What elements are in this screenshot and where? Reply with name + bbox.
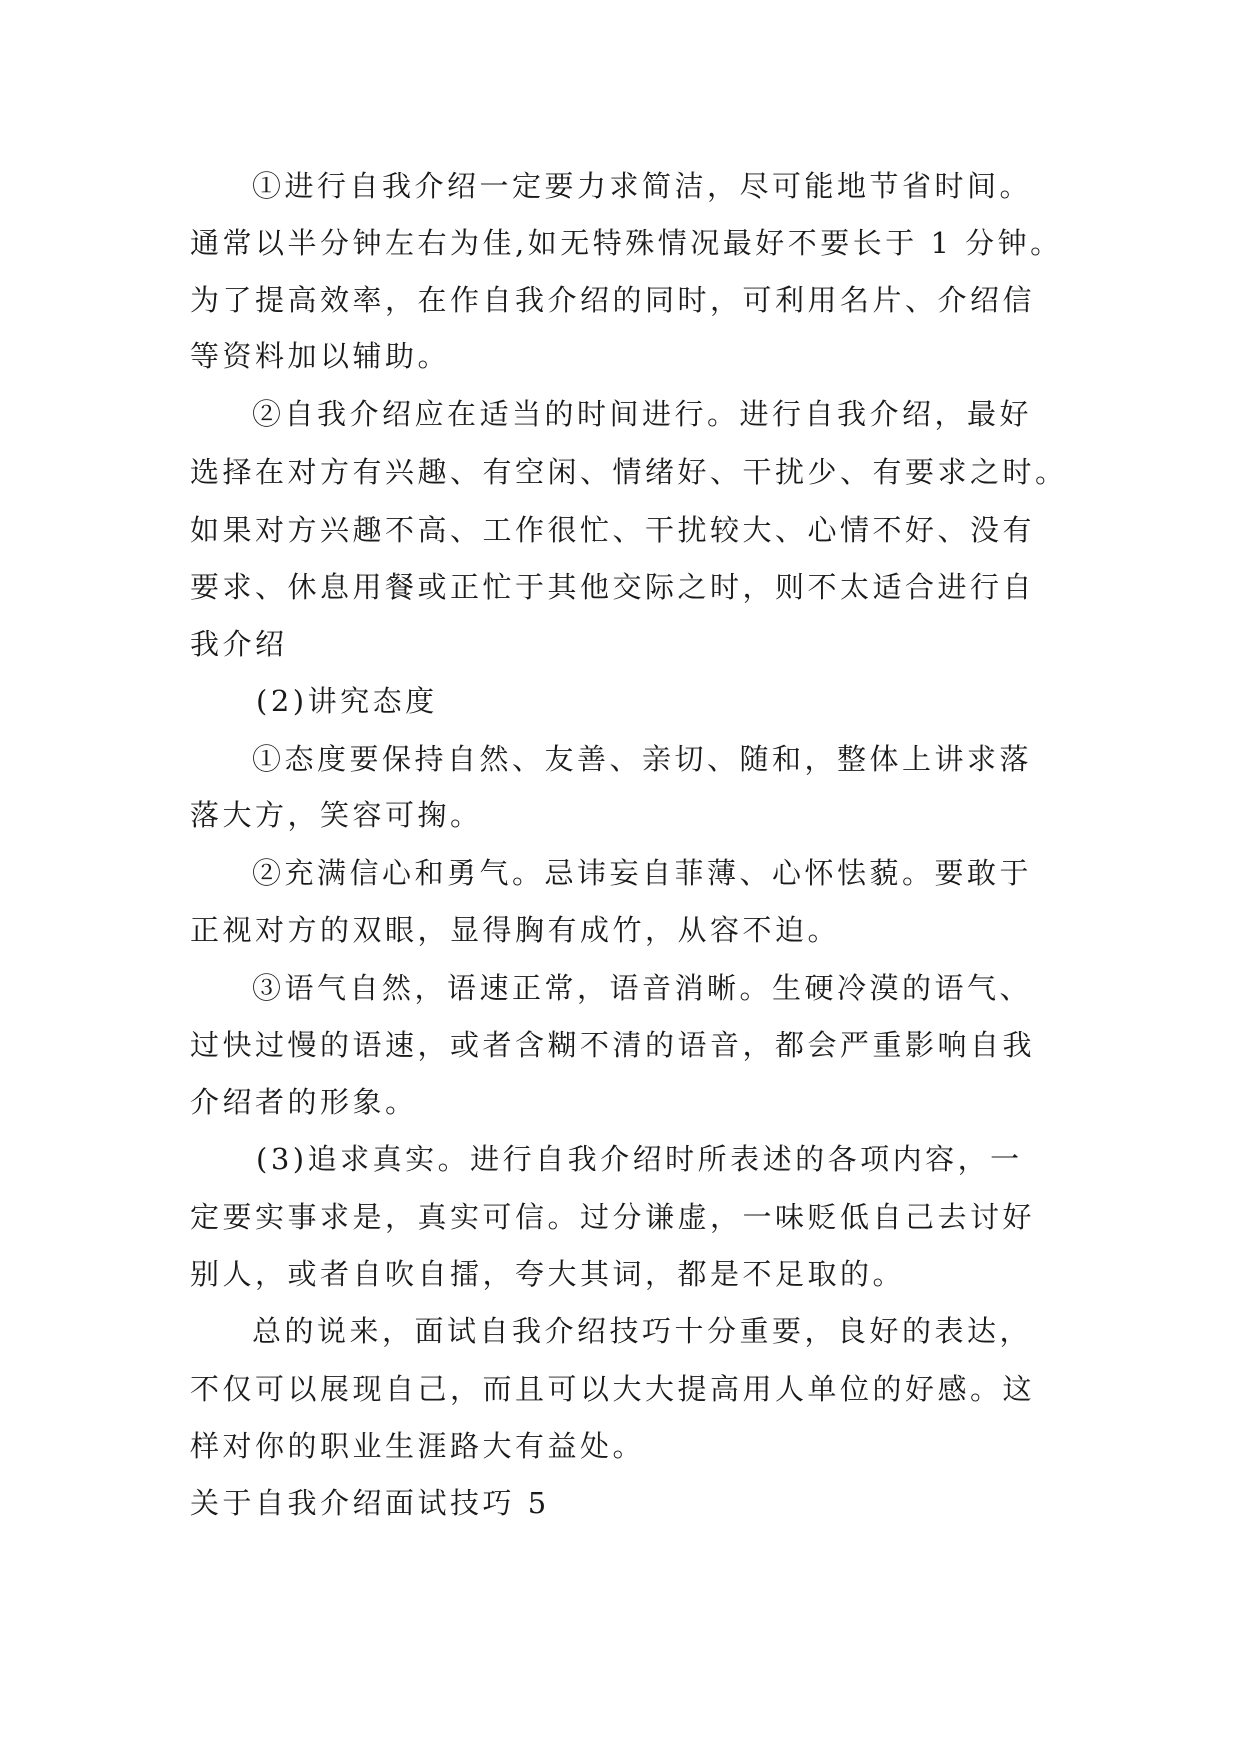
paragraph-line: (3)追求真实。进行自我介绍时所表述的各项内容，一 [256, 1142, 1023, 1176]
paragraph-line: 正视对方的双眼，显得胸有成竹，从容不迫。 [190, 913, 841, 947]
section-title: 关于自我介绍面试技巧 5 [190, 1486, 550, 1520]
paragraph-line: 不仅可以展现自己，而且可以大大提高用人单位的好感。这 [190, 1372, 1036, 1406]
paragraph-line: 要求、休息用餐或正忙于其他交际之时，则不太适合进行自 [190, 570, 1036, 604]
paragraph-line: 我介绍 [190, 627, 288, 661]
paragraph-line: ①进行自我介绍一定要力求简洁，尽可能地节省时间。 [252, 169, 1033, 203]
paragraph-line: ①态度要保持自然、友善、亲切、随和，整体上讲求落 [252, 742, 1033, 776]
paragraph-line: 落大方，笑容可掬。 [190, 798, 483, 832]
paragraph-line: 为了提高效率，在作自我介绍的同时，可利用名片、介绍信 [190, 283, 1036, 317]
paragraph-line: 样对你的职业生涯路大有益处。 [190, 1429, 646, 1463]
section-heading: (2)讲究态度 [256, 684, 438, 718]
paragraph-line: 过快过慢的语速，或者含糊不清的语音，都会严重影响自我 [190, 1028, 1036, 1062]
paragraph-line: 定要实事求是，真实可信。过分谦虚，一味贬低自己去讨好 [190, 1200, 1036, 1234]
paragraph-line: 选择在对方有兴趣、有空闲、情绪好、干扰少、有要求之时。 [190, 455, 1068, 489]
paragraph-line: 如果对方兴趣不高、工作很忙、干扰较大、心情不好、没有 [190, 513, 1036, 547]
paragraph-line: 介绍者的形象。 [190, 1085, 418, 1119]
paragraph-line: ②自我介绍应在适当的时间进行。进行自我介绍，最好 [252, 397, 1033, 431]
paragraph-line: ②充满信心和勇气。忌讳妄自菲薄、心怀怯藐。要敢于 [252, 856, 1033, 890]
paragraph-line: 通常以半分钟左右为佳,如无特殊情况最好不要长于 1 分钟。 [190, 226, 1063, 260]
paragraph-line: 总的说来，面试自我介绍技巧十分重要，良好的表达， [252, 1314, 1033, 1348]
paragraph-line: 别人，或者自吹自擂，夸大其词，都是不足取的。 [190, 1257, 906, 1291]
paragraph-line: ③语气自然，语速正常，语音消晰。生硬冷漠的语气、 [252, 971, 1033, 1005]
paragraph-line: 等资料加以辅助。 [190, 339, 451, 373]
